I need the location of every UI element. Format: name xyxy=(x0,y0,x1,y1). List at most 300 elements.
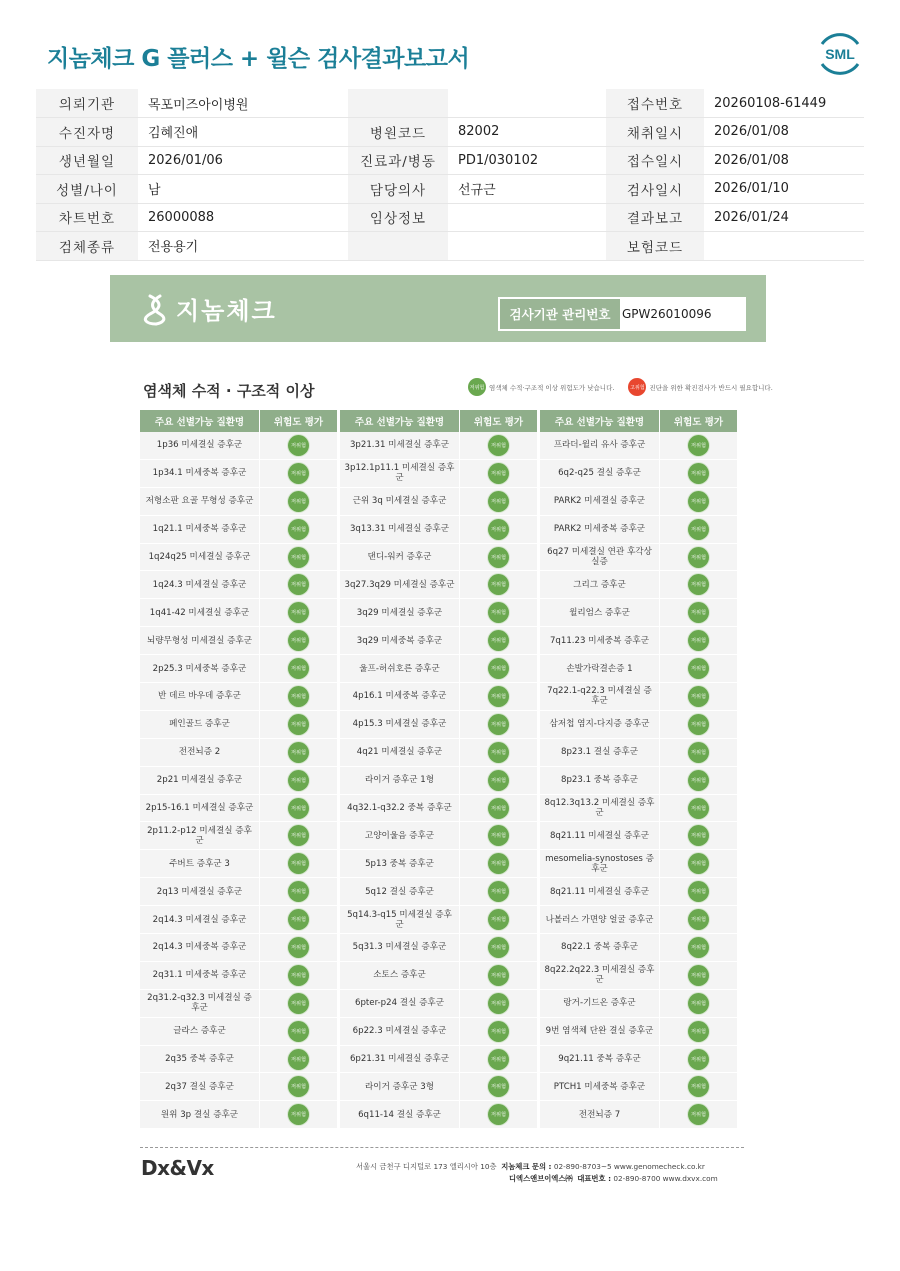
syndrome-name: 근위 3q 미세결실 증후군 xyxy=(340,488,460,515)
risk-cell xyxy=(460,990,537,1017)
table-row xyxy=(140,488,337,516)
genomecheck-logo xyxy=(142,291,277,326)
info-label: 보험코드 xyxy=(606,232,704,261)
syndrome-name: 6pter-p24 결실 증후군 xyxy=(340,990,460,1017)
risk-cell xyxy=(260,1073,337,1100)
info-label: 병원코드 xyxy=(348,118,448,147)
syndrome-name: 윌리엄스 증후군 xyxy=(540,599,660,626)
risk-cell xyxy=(260,488,337,515)
syndrome-name: 프라더-윌리 유사 증후군 xyxy=(540,432,660,459)
risk-cell xyxy=(660,655,737,682)
risk-cell xyxy=(660,516,737,543)
risk-cell xyxy=(660,1101,737,1128)
risk-cell xyxy=(260,1046,337,1073)
info-label: 채취일시 xyxy=(606,118,704,147)
risk-cell xyxy=(260,934,337,961)
low-risk-badge-icon: 저위험 xyxy=(688,519,709,540)
table-row xyxy=(140,516,337,544)
info-value: 2026/01/10 xyxy=(704,175,864,204)
syndrome-name: 6p22.3 미세결실 증후군 xyxy=(340,1018,460,1045)
table-row xyxy=(140,1073,337,1101)
syndrome-name: 8q12.3q13.2 미세결실 증후군 xyxy=(540,795,660,822)
table-row xyxy=(140,460,337,488)
table-row xyxy=(340,934,537,962)
syndrome-name: 1p34.1 미세중복 증후군 xyxy=(140,460,260,487)
low-risk-badge-icon: 저위험 xyxy=(488,742,509,763)
risk-cell xyxy=(660,767,737,794)
info-row xyxy=(36,89,864,118)
syndrome-name: 5q12 결실 증후군 xyxy=(340,878,460,905)
low-risk-badge-icon: 저위험 xyxy=(288,909,309,930)
table-row xyxy=(340,655,537,683)
table-row xyxy=(140,878,337,906)
table-row xyxy=(340,1046,537,1074)
table-row xyxy=(340,544,537,572)
table-row xyxy=(340,516,537,544)
low-risk-badge-icon: 저위험 xyxy=(688,1021,709,1042)
syndrome-name: 2q14.3 미세결실 증후군 xyxy=(140,906,260,933)
syndrome-name: 손발가락결손증 1 xyxy=(540,655,660,682)
syndrome-name: 2q31.1 미세중복 증후군 xyxy=(140,962,260,989)
table-row xyxy=(540,1046,737,1074)
management-number-label: 검사기관 관리번호 xyxy=(500,299,620,329)
risk-cell xyxy=(660,906,737,933)
syndrome-name: 3q13.31 미세결실 증후군 xyxy=(340,516,460,543)
risk-cell xyxy=(260,990,337,1017)
table-row xyxy=(140,934,337,962)
section-title: 염색체 수적 · 구조적 이상 xyxy=(143,382,315,400)
low-risk-badge-icon: 저위험 xyxy=(488,602,509,623)
table-row xyxy=(540,767,737,795)
info-label: 검사일시 xyxy=(606,175,704,204)
risk-cell xyxy=(260,432,337,459)
syndrome-name: 울프-허쉬호른 증후군 xyxy=(340,655,460,682)
table-row xyxy=(340,906,537,934)
table-row xyxy=(540,934,737,962)
risk-cell xyxy=(460,683,537,710)
low-risk-badge-icon: 저위험 xyxy=(488,491,509,512)
risk-cell xyxy=(460,822,537,849)
info-value: 선규근 xyxy=(448,175,606,204)
risk-cell xyxy=(460,1101,537,1128)
syndrome-name: 그리그 증후군 xyxy=(540,571,660,598)
name-header: 주요 선별가능 질환명 xyxy=(140,410,260,432)
syndrome-name: 4q21 미세결실 증후군 xyxy=(340,739,460,766)
table-row xyxy=(540,432,737,460)
info-value: 20260108-61449 xyxy=(704,89,864,118)
table-row xyxy=(340,1101,537,1129)
low-risk-badge-icon: 저위험 xyxy=(488,881,509,902)
table-row xyxy=(540,878,737,906)
low-risk-badge-icon: 저위험 xyxy=(488,630,509,651)
low-risk-badge-icon: 저위험 xyxy=(688,965,709,986)
syndrome-name: 9번 염색체 단완 결실 증후군 xyxy=(540,1018,660,1045)
low-risk-badge-icon: 저위험 xyxy=(288,602,309,623)
risk-cell xyxy=(260,767,337,794)
risk-header: 위험도 평가 xyxy=(473,417,524,428)
syndrome-name: 6q2-q25 결실 증후군 xyxy=(540,460,660,487)
low-risk-badge-icon: 저위험 xyxy=(488,770,509,791)
risk-cell xyxy=(660,990,737,1017)
name-header: 주요 선별가능 질환명 xyxy=(540,410,660,432)
info-value: 26000088 xyxy=(138,203,348,232)
risk-cell xyxy=(260,822,337,849)
low-risk-badge-icon: 저위험 xyxy=(288,937,309,958)
risk-cell xyxy=(660,1073,737,1100)
name-header: 주요 선별가능 질환명 xyxy=(340,410,460,432)
table-row xyxy=(540,460,737,488)
risk-cell xyxy=(460,739,537,766)
risk-cell xyxy=(260,683,337,710)
syndrome-name: 1q41-42 미세결실 증후군 xyxy=(140,599,260,626)
low-risk-badge-icon: 저위험 xyxy=(488,714,509,735)
syndrome-name: 페인골드 증후군 xyxy=(140,711,260,738)
low-risk-badge-icon: 저위험 xyxy=(688,798,709,819)
table-row xyxy=(540,822,737,850)
info-label: 의뢰기관 xyxy=(36,89,138,118)
syndrome-name: PTCH1 미세중복 증후군 xyxy=(540,1073,660,1100)
risk-cell xyxy=(260,627,337,654)
info-value: 목포미즈아이병원 xyxy=(138,89,348,118)
risk-cell xyxy=(660,544,737,571)
syndrome-name: 4p16.1 미세중복 증후군 xyxy=(340,683,460,710)
low-risk-badge-icon: 저위험 xyxy=(488,658,509,679)
syndrome-name: 7q11.23 미세중복 증후군 xyxy=(540,627,660,654)
risk-cell xyxy=(460,488,537,515)
table-row xyxy=(540,795,737,823)
table-row xyxy=(140,544,337,572)
syndrome-name: 2q13 미세결실 증후군 xyxy=(140,878,260,905)
table-row xyxy=(540,488,737,516)
low-risk-badge-icon: 저위험 xyxy=(688,463,709,484)
risk-cell xyxy=(660,739,737,766)
column-header xyxy=(140,410,337,432)
info-row xyxy=(36,146,864,175)
svg-text:SML: SML xyxy=(825,46,855,62)
risk-cell xyxy=(460,767,537,794)
info-value: 2026/01/06 xyxy=(138,146,348,175)
syndrome-name: 3q27.3q29 미세결실 증후군 xyxy=(340,571,460,598)
syndrome-name: PARK2 미세중복 증후군 xyxy=(540,516,660,543)
info-label: 차트번호 xyxy=(36,203,138,232)
syndrome-name: 랑거-기드온 증후군 xyxy=(540,990,660,1017)
syndrome-name: 1q24.3 미세결실 증후군 xyxy=(140,571,260,598)
low-risk-badge-icon: 저위험 xyxy=(688,658,709,679)
syndrome-name: 4q32.1-q32.2 중복 증후군 xyxy=(340,795,460,822)
risk-cell xyxy=(260,711,337,738)
risk-cell xyxy=(260,655,337,682)
low-risk-badge-icon: 저위험 xyxy=(688,993,709,1014)
risk-cell xyxy=(660,599,737,626)
low-risk-badge-icon: 저위험 xyxy=(288,853,309,874)
low-risk-badge-icon: 저위험 xyxy=(288,770,309,791)
syndrome-name: 8p23.1 중복 증후군 xyxy=(540,767,660,794)
table-row xyxy=(140,655,337,683)
low-risk-badge-icon: 저위험 xyxy=(688,1076,709,1097)
info-label: 생년월일 xyxy=(36,146,138,175)
syndrome-name: 2p15-16.1 미세결실 증후군 xyxy=(140,795,260,822)
syndrome-name: 4p15.3 미세결실 증후군 xyxy=(340,711,460,738)
risk-cell xyxy=(260,1018,337,1045)
table-row xyxy=(340,488,537,516)
table-row xyxy=(340,739,537,767)
risk-cell xyxy=(260,795,337,822)
footer-address-text: 서울시 금천구 디지털로 173 엘리시아 10층 xyxy=(356,1162,497,1171)
table-row xyxy=(140,627,337,655)
low-risk-badge-icon: 저위험 xyxy=(488,965,509,986)
low-risk-legend-text: 염색체 수적·구조적 이상 위험도가 낮습니다. xyxy=(489,383,615,392)
low-risk-badge-icon: 저위험 xyxy=(488,519,509,540)
table-row xyxy=(140,571,337,599)
low-risk-badge-icon: 저위험 xyxy=(688,742,709,763)
low-risk-badge-icon: 저위험 xyxy=(488,993,509,1014)
risk-cell xyxy=(660,822,737,849)
table-row xyxy=(140,962,337,990)
risk-cell xyxy=(260,571,337,598)
syndrome-name: 3p12.1p11.1 미세결실 증후군 xyxy=(340,460,460,487)
syndrome-name: 6p21.31 미세결실 증후군 xyxy=(340,1046,460,1073)
syndrome-name: 2q37 결실 증후군 xyxy=(140,1073,260,1100)
low-risk-badge-icon: 저위험 xyxy=(488,574,509,595)
risk-cell xyxy=(660,795,737,822)
syndrome-name: 글라스 증후군 xyxy=(140,1018,260,1045)
low-risk-badge-icon: 저위험 xyxy=(688,881,709,902)
table-row xyxy=(140,599,337,627)
low-risk-badge-icon: 저위험 xyxy=(288,825,309,846)
footer-company-name: 디엑스앤브이엑스㈜ xyxy=(509,1174,573,1183)
risk-cell xyxy=(460,655,537,682)
table-row xyxy=(140,739,337,767)
info-value: 2026/01/08 xyxy=(704,146,864,175)
risk-cell xyxy=(460,599,537,626)
table-row xyxy=(540,962,737,990)
risk-cell xyxy=(460,906,537,933)
info-value: PD1/030102 xyxy=(448,146,606,175)
low-risk-badge-icon: 저위험 xyxy=(688,435,709,456)
low-risk-badge-icon: 저위험 xyxy=(688,714,709,735)
patient-info-table xyxy=(36,89,864,261)
syndrome-name: 고양이울음 증후군 xyxy=(340,822,460,849)
table-row xyxy=(540,850,737,878)
info-label: 접수번호 xyxy=(606,89,704,118)
low-risk-badge-icon: 저위험 xyxy=(688,491,709,512)
risk-header: 위험도 평가 xyxy=(273,417,324,428)
low-risk-badge-icon: 저위험 xyxy=(288,547,309,568)
risk-cell xyxy=(260,1101,337,1128)
risk-cell xyxy=(460,432,537,459)
info-label: 수진자명 xyxy=(36,118,138,147)
info-value: 남 xyxy=(138,175,348,204)
footer-address xyxy=(356,1162,705,1172)
column-header xyxy=(340,410,537,432)
low-risk-badge-icon: 저위험 xyxy=(288,574,309,595)
syndrome-name: 8q22.1 중복 증후군 xyxy=(540,934,660,961)
low-risk-badge-icon: 저위험 xyxy=(488,435,509,456)
risk-cell xyxy=(260,878,337,905)
table-row xyxy=(340,878,537,906)
syndrome-name: 8q21.11 미세결실 증후군 xyxy=(540,822,660,849)
syndrome-name: mesomelia-synostoses 증후군 xyxy=(540,850,660,877)
low-risk-badge-icon: 저위험 xyxy=(488,1049,509,1070)
footer-divider xyxy=(140,1147,744,1148)
syndrome-name: PARK2 미세결실 증후군 xyxy=(540,488,660,515)
syndrome-grid xyxy=(140,410,738,1129)
risk-cell xyxy=(260,460,337,487)
table-row xyxy=(340,1018,537,1046)
risk-cell xyxy=(660,683,737,710)
low-risk-badge-icon: 저위험 xyxy=(288,714,309,735)
syndrome-name: 8p23.1 결실 증후군 xyxy=(540,739,660,766)
low-risk-badge-icon: 저위험 xyxy=(688,630,709,651)
table-row xyxy=(140,1018,337,1046)
table-row xyxy=(340,432,537,460)
risk-cell xyxy=(660,711,737,738)
low-risk-badge-icon: 저위험 xyxy=(488,547,509,568)
syndrome-column xyxy=(140,410,337,1129)
table-row xyxy=(340,850,537,878)
low-risk-badge-icon: 저위험 xyxy=(288,463,309,484)
low-risk-badge-icon: 저위험 xyxy=(688,825,709,846)
table-row xyxy=(340,627,537,655)
syndrome-name: 6q27 미세결실 연관 후각상실증 xyxy=(540,544,660,571)
dxvx-logo: Dx&Vx xyxy=(141,1156,214,1180)
syndrome-name: 원위 3p 결실 증후군 xyxy=(140,1101,260,1128)
syndrome-column xyxy=(340,410,537,1129)
table-row xyxy=(540,711,737,739)
info-label: 진료과/병동 xyxy=(348,146,448,175)
risk-cell xyxy=(260,906,337,933)
risk-cell xyxy=(460,544,537,571)
info-label: 결과보고 xyxy=(606,203,704,232)
low-risk-badge-icon: 저위험 xyxy=(488,1104,509,1125)
syndrome-name: 뇌량무형성 미세결실 증후군 xyxy=(140,627,260,654)
low-risk-badge-icon: 저위험 xyxy=(688,1104,709,1125)
risk-cell xyxy=(460,795,537,822)
table-row xyxy=(540,627,737,655)
risk-cell xyxy=(260,739,337,766)
info-value: 김혜진애 xyxy=(138,118,348,147)
low-risk-badge-icon: 저위험 xyxy=(288,686,309,707)
info-label: 검체종류 xyxy=(36,232,138,261)
info-value xyxy=(704,232,864,261)
low-risk-badge-icon: 저위험 xyxy=(288,1104,309,1125)
risk-cell xyxy=(460,571,537,598)
low-risk-badge-icon: 저위험 xyxy=(488,853,509,874)
column-header xyxy=(540,410,737,432)
table-row xyxy=(540,544,737,572)
syndrome-name: 8q22.2q22.3 미세결실 증후군 xyxy=(540,962,660,989)
risk-cell xyxy=(660,878,737,905)
syndrome-name: 나볼러스 가면양 얼굴 증후군 xyxy=(540,906,660,933)
info-label: 담당의사 xyxy=(348,175,448,204)
risk-cell xyxy=(460,1046,537,1073)
table-row xyxy=(140,850,337,878)
table-row xyxy=(140,795,337,823)
table-row xyxy=(340,1073,537,1101)
info-label: 임상정보 xyxy=(348,203,448,232)
risk-cell xyxy=(260,962,337,989)
low-risk-badge-icon: 저위험 xyxy=(488,825,509,846)
info-row xyxy=(36,175,864,204)
syndrome-name: 5p13 중복 증후군 xyxy=(340,850,460,877)
risk-cell xyxy=(660,1046,737,1073)
info-row xyxy=(36,232,864,261)
risk-cell xyxy=(660,934,737,961)
info-value: 82002 xyxy=(448,118,606,147)
low-risk-badge-icon: 저위험 xyxy=(288,798,309,819)
risk-cell xyxy=(660,571,737,598)
syndrome-name: 2p21 미세결실 증후군 xyxy=(140,767,260,794)
info-label xyxy=(348,232,448,261)
risk-cell xyxy=(460,627,537,654)
table-row xyxy=(540,571,737,599)
info-label xyxy=(348,89,448,118)
table-row xyxy=(140,906,337,934)
syndrome-name: 7q22.1-q22.3 미세결실 증후군 xyxy=(540,683,660,710)
syndrome-name: 삼저첩 염지-다지증 증후군 xyxy=(540,711,660,738)
syndrome-name: 3q29 미세중복 증후군 xyxy=(340,627,460,654)
table-row xyxy=(540,516,737,544)
syndrome-name: 전전뇌증 2 xyxy=(140,739,260,766)
low-risk-badge-icon: 저위험 xyxy=(488,463,509,484)
risk-cell xyxy=(260,599,337,626)
risk-cell xyxy=(460,711,537,738)
syndrome-name: 반 데르 바우데 증후군 xyxy=(140,683,260,710)
sml-logo xyxy=(814,30,866,76)
footer-contact-label: 지놈체크 문의 : xyxy=(501,1162,552,1171)
risk-cell xyxy=(460,516,537,543)
info-row xyxy=(36,203,864,232)
low-risk-badge-icon: 저위험 xyxy=(488,1021,509,1042)
low-risk-badge-icon: 저위험 xyxy=(288,1076,309,1097)
low-risk-badge-icon: 저위험 xyxy=(288,630,309,651)
low-risk-badge-icon: 저위험 xyxy=(688,909,709,930)
syndrome-name: 5q14.3-q15 미세결실 증후군 xyxy=(340,906,460,933)
low-risk-badge-icon: 저위험 xyxy=(688,574,709,595)
risk-cell xyxy=(660,488,737,515)
table-row xyxy=(140,767,337,795)
footer-rep-label: 대표번호 : xyxy=(577,1174,611,1183)
syndrome-name: 전전뇌증 7 xyxy=(540,1101,660,1128)
risk-cell xyxy=(460,460,537,487)
syndrome-name: 소토스 증후군 xyxy=(340,962,460,989)
info-row xyxy=(36,118,864,147)
table-row xyxy=(140,822,337,850)
low-risk-badge-icon: 저위험 xyxy=(288,658,309,679)
low-risk-badge-icon: 저위험 xyxy=(688,937,709,958)
table-row xyxy=(340,962,537,990)
syndrome-name: 3q29 미세결실 증후군 xyxy=(340,599,460,626)
table-row xyxy=(540,1101,737,1129)
table-row xyxy=(340,795,537,823)
syndrome-name: 2q31.2-q32.3 미세결실 증후군 xyxy=(140,990,260,1017)
table-row xyxy=(340,683,537,711)
syndrome-name: 2p25.3 미세중복 증후군 xyxy=(140,655,260,682)
table-row xyxy=(540,599,737,627)
low-risk-badge-icon: 저위험 xyxy=(288,1049,309,1070)
table-row xyxy=(540,739,737,767)
risk-cell xyxy=(660,850,737,877)
syndrome-name: 2p11.2-p12 미세결실 증후군 xyxy=(140,822,260,849)
low-risk-badge-icon: 저위험 xyxy=(288,993,309,1014)
report-title: 지놈체크 G 플러스 + 윌슨 검사결과보고서 xyxy=(47,46,470,72)
table-row xyxy=(140,432,337,460)
dna-helix-icon xyxy=(142,292,170,326)
syndrome-name: 3p21.31 미세결실 증후군 xyxy=(340,432,460,459)
table-row xyxy=(540,1073,737,1101)
low-risk-badge-icon: 저위험 xyxy=(688,770,709,791)
syndrome-name: 2q14.3 미세중복 증후군 xyxy=(140,934,260,961)
